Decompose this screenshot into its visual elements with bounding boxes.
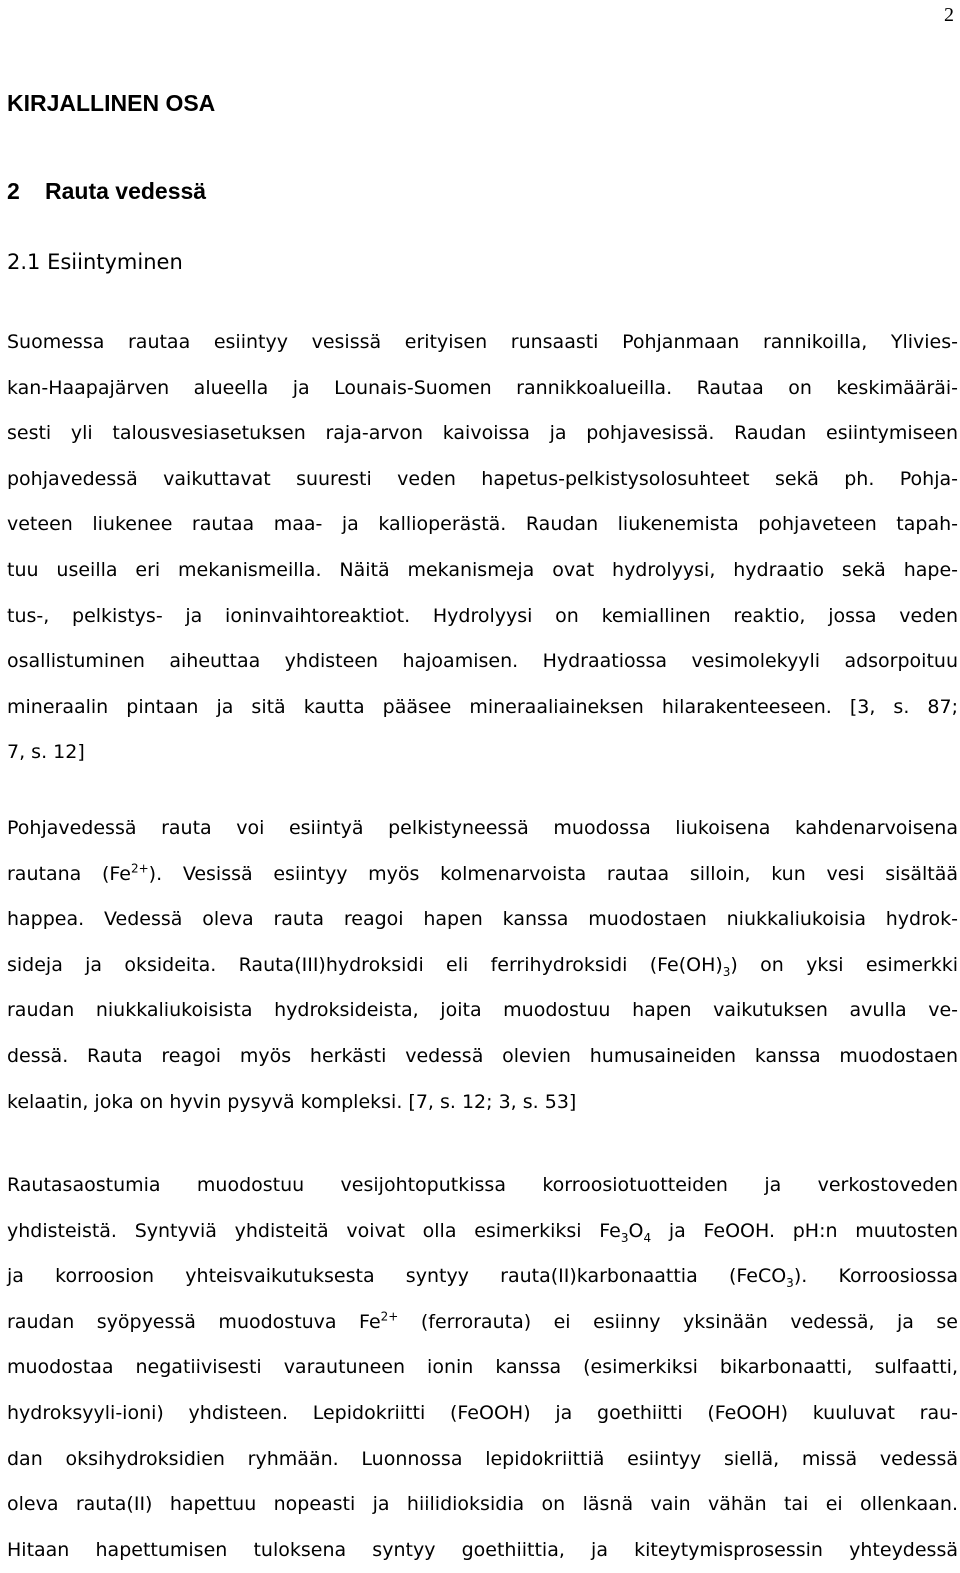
chapter-title: Rauta vedessä bbox=[45, 178, 207, 204]
text-fragment: ). Korroosiossa bbox=[793, 1265, 958, 1288]
paragraph-3 bbox=[7, 1163, 958, 1573]
text-line: muodostaa negatiivisesti varautuneen ionin kanssa (esimerkiksi bikarbonaatti, sulfaatti, bbox=[7, 1356, 958, 1379]
text-line: oleva rauta(II) hapettuu nopeasti ja hiilidioksidia on läsnä vain vähän tai ei ollenkaan. bbox=[7, 1493, 958, 1516]
text-fragment: rautana (Fe bbox=[7, 862, 131, 885]
text-line: kelaatin, joka on hyvin pysyvä kompleksi. [7, s. 12; 3, s. 53] bbox=[7, 1090, 577, 1113]
text-line: pohjavedessä vaikuttavat suuresti veden hapetus-pelkistysolosuhteet sekä ph. Pohja- bbox=[7, 467, 958, 490]
superscript: 2+ bbox=[380, 1309, 399, 1324]
section-heading: 2.1 Esiintyminen bbox=[7, 250, 183, 274]
text-line: sesti yli talousvesiasetuksen raja-arvon kaivoissa ja pohjavesissä. Raudan esiintymiseen bbox=[7, 422, 958, 445]
text-fragment: yhdisteistä. Syntyviä yhdisteitä voivat olla esimerkiksi Fe bbox=[7, 1219, 621, 1242]
text-line: tuu useilla eri mekanismeilla. Näitä mekanismeja ovat hydrolyysi, hydraatio sekä hape- bbox=[7, 558, 958, 581]
text-fragment: ja FeOOH. pH:n muutosten bbox=[651, 1219, 958, 1242]
text-line: happea. Vedessä oleva rauta reagoi hapen kanssa muodostaen niukkaliukoisia hydrok- bbox=[7, 908, 958, 931]
text-line: hydroksyyli-ioni) yhdisteen. Lepidokriitti (FeOOH) ja goethiitti (FeOOH) kuuluvat rau- bbox=[7, 1401, 958, 1424]
paragraph-2 bbox=[7, 806, 958, 1125]
paragraph-1 bbox=[7, 320, 958, 776]
subscript: 3 bbox=[722, 964, 731, 979]
text-fragment: raudan syöpyessä muodostuva Fe bbox=[7, 1310, 381, 1333]
text-line: 7, s. 12] bbox=[7, 741, 85, 764]
page-number: 2 bbox=[944, 4, 954, 26]
text-line: Hitaan hapettumisen tuloksena syntyy goethiittia, ja kiteytymisprosessin yhteydessä bbox=[7, 1538, 958, 1561]
text-line: veteen liukenee rautaa maa- ja kallioperästä. Raudan liukenemista pohjaveteen tapah- bbox=[7, 513, 958, 536]
text-line: mineraalin pintaan ja sitä kautta pääsee mineraaliaineksen hilarakenteeseen. [3, s. 87; bbox=[7, 695, 958, 718]
chapter-heading bbox=[7, 178, 206, 205]
superscript: 2+ bbox=[130, 861, 149, 876]
text-fragment: (ferrorauta) ei esiinny yksinään vedessä, ja se bbox=[398, 1310, 958, 1333]
text-line: Rautasaostumia muodostuu vesijohtoputkissa korroosiotuotteiden ja verkostoveden bbox=[7, 1174, 958, 1196]
text-fragment: ). Vesissä esiintyy myös kolmenarvoista rautaa silloin, kun vesi sisältää bbox=[148, 862, 958, 885]
text-line: kan-Haapajärven alueella ja Lounais-Suomen rannikkoalueilla. Rautaa on keskimääräi- bbox=[7, 376, 958, 399]
text-fragment: sideja ja oksideita. Rauta(III)hydroksidi eli ferrihydroksidi (Fe(OH) bbox=[7, 953, 723, 976]
text-fragment: ) on yksi esimerkki bbox=[730, 953, 958, 976]
text-line: dan oksihydroksidien ryhmään. Luonnossa lepidokriittiä esiintyy siellä, missä vedessä bbox=[7, 1447, 958, 1470]
text-line bbox=[7, 943, 958, 989]
text-line: raudan niukkaliukoisista hydroksideista, joita muodostuu hapen vaikutuksen avulla ve- bbox=[7, 999, 958, 1022]
text-fragment: ja korroosion yhteisvaikutuksesta syntyy rauta(II)karbonaattia (FeCO bbox=[7, 1265, 787, 1288]
text-line: Pohjavedessä rauta voi esiintyä pelkistyneessä muodossa liukoisena kahdenarvoisena bbox=[7, 817, 958, 839]
main-heading: KIRJALLINEN OSA bbox=[7, 90, 216, 116]
text-line bbox=[7, 1254, 958, 1300]
text-line bbox=[7, 852, 958, 898]
subscript: 3 bbox=[620, 1230, 629, 1245]
text-line: osallistuminen aiheuttaa yhdisteen hajoamisen. Hydraatiossa vesimolekyyli adsorpoituu bbox=[7, 650, 958, 673]
chapter-number: 2 bbox=[7, 178, 20, 204]
text-fragment: O bbox=[628, 1219, 644, 1242]
subscript: 4 bbox=[643, 1230, 652, 1245]
text-line bbox=[7, 1209, 958, 1255]
text-line: tus-, pelkistys- ja ioninvaihtoreaktiot. Hydrolyysi on kemiallinen reaktio, jossa veden bbox=[7, 604, 958, 627]
text-line: Suomessa rautaa esiintyy vesissä erityisen runsaasti Pohjanmaan rannikoilla, Ylivies- bbox=[7, 331, 958, 353]
subscript: 3 bbox=[786, 1275, 794, 1290]
text-line bbox=[7, 1300, 958, 1346]
text-line: dessä. Rauta reagoi myös herkästi vedessä olevien humusaineiden kanssa muodostaen bbox=[7, 1044, 958, 1067]
